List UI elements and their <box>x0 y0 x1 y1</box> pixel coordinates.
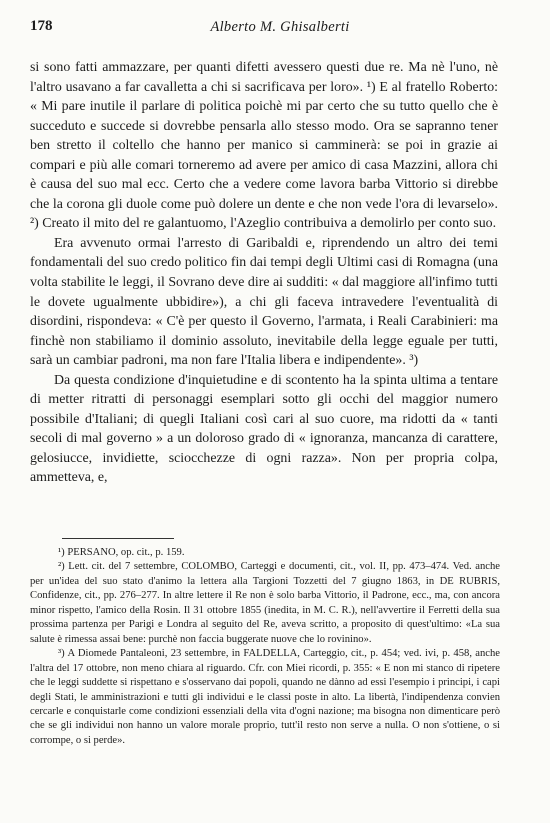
page-number: 178 <box>30 18 53 34</box>
paragraph-3: Da questa condizione d'inquietudine e di scontento ha la spinta ultima a tentare di metter ritratti di personaggi esemplari sotto gli occhi del maggior numero possibile d'Italiani; di quegli Italiani così cari al suo cuore, ma ridotti da « tanti secoli di mal governo » a un doloroso grado di « ignoranza, mancanza di carattere, gelosiucce, invidiette, sciocchezze di ogni razza». Non per propria colpa, ammetteva, e, <box>30 372 498 486</box>
footnote-2: ²) Lett. cit. del 7 settembre, COLOMBO, Carteggi e documenti, cit., vol. II, pp. 473–474. Ved. anche per un'idea del suo stato d'animo la lettera alla Targioni Tozzetti del 7 giugno 1863, in DE RUBRIS, Confidenze, cit., pp. 276–277. In altre lettere il Re non è solo barba Vittorio, il Padrone, ecc., ma, con ancora minor rispetto, l'amico della Rosin. Il 31 ottobre 1855 (inedita, in M. C. R.), nell'avvertire il Ferretti della sua prossima partenza per Parigi e Londra al seguito del Re, aveva scritto, a proposito di quest'ultimo: «La sua salute è rimessa assai bene: purchè non faccia buggerate nuove che lo rovinino». <box>30 561 500 645</box>
footnotes <box>30 546 500 748</box>
page-header <box>30 18 530 42</box>
footnote-1: ¹) PERSANO, op. cit., p. 159. <box>58 547 185 558</box>
paragraph-2: Era avvenuto ormai l'arresto di Garibaldi e, riprendendo un altro dei temi fondamentali del suo credo politico fin dai tempi degli Ultimi casi di Romagna (una volta stabilite le leggi, il Sovrano deve dire ai sudditi: « dal maggiore all'infimo tutti le dovete ugualmente ubbidire»), a chi gli faceva intravedere l'eventualità di disordini, rispondeva: « C'è per questo il Governo, l'armata, i Reali Carabinieri: ma finchè non stabiliamo il dominio assoluto, inevitabile della legge eguale per tutti, sarà un cambiar padroni, ma non fare l'Italia libera e indipendente». ³) <box>30 235 498 369</box>
running-title: Alberto M. Ghisalberti <box>210 19 350 35</box>
paragraph-1: si sono fatti ammazzare, per quanti difetti avessero questi due re. Ma nè l'uno, nè l'altro usavano a far cavalletta a chi si sacrificava per loro». ¹) E al fratello Roberto: « Mi pare inutile il parlare di politica poichè mi par certo che su tutto quello che è succeduto e succede si dovrebbe pensarla allo stesso modo. Ora se sapranno tener ben stretto il coltello che hanno per manico si camminerà: se poi in grazie ai compari e più alle comari torneremo ad avere per amico di casa Mazzini, allora chi è causa del suo mal ecc. Certo che a vedere come lavora barba Vittorio si direbbe che la corona gli duole come può dolere un dente e che non vede l'ora di levarselo». ²) Creato il mito del re galantuomo, l'Azeglio contribuiva a demolirlo per conto suo. <box>30 60 498 232</box>
main-text <box>30 58 498 488</box>
footnote-divider <box>62 538 174 539</box>
footnote-3: ³) A Diomede Pantaleoni, 23 settembre, in FALDELLA, Carteggio, cit., p. 454; ved. ivi, p. 458, anche l'altra del 17 ottobre, non meno chiara al riguardo. Cfr. con Miei ricordi, p. 355: « E non mi stanco di ripetere che le leggi suddette si rispettano e s'osservano dai popoli, quando ne dànno ad essi l'esempio i principi, i capi degli Stati, le amministrazioni e tutti gli individui e le classi poste in alto. La libertà, l'indipendenza convien cercarle e conquistarle come condizioni essenziali della vita d'ogni nazione; ma bisogna non dimenticare però che se gli individui non hanno un valore morale proprio, tutt'il resto non serve a nulla. O non s'ottiene, o si corrompe, o si perde». <box>30 648 500 746</box>
